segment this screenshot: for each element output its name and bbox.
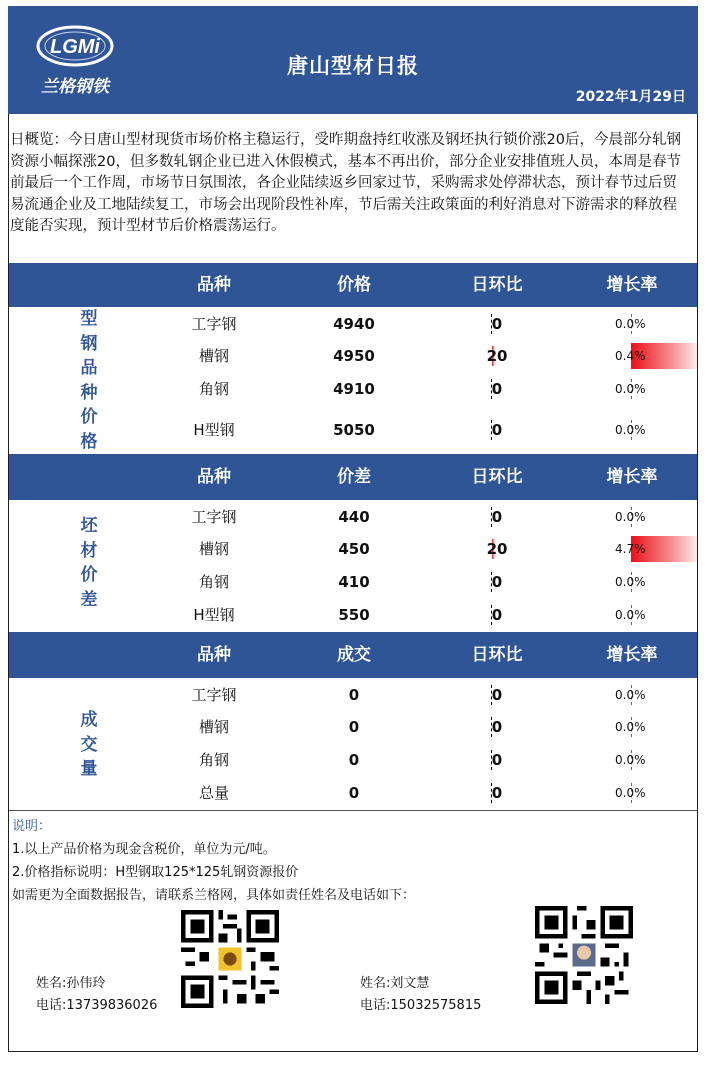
col-header-variety: 品种 xyxy=(197,275,231,295)
daily-change: 0 xyxy=(491,784,503,802)
daily-change: 20 xyxy=(486,347,508,365)
growth-rate: 0.0% xyxy=(615,423,646,437)
notes-divider xyxy=(9,810,697,811)
spread-value: 450 xyxy=(338,540,370,558)
variety-name: 槽钢 xyxy=(198,347,229,365)
daily-summary: 日概览：今日唐山型材现货市场价格主稳运行，受昨期盘持红收涨及钢坯执行锁价涨20后，今晨部分轧钢资源小幅探涨20，但多数轧钢企业已进入休假模式，基本不再出价，部分企业安排值班人员，本周是春节前最后一个工作周，市场节日氛围浓，各企业陆续返乡回家过节，采购需求处停滞状态，预计春节过后贸易流通企业及工地陆续复工，市场会出现阶段性补库，节后需关注政策面的利好消息对下游需求的释放程度能否实现，预计型材节后价格震荡运行。 xyxy=(10,132,681,234)
growth-rate: 4.7% xyxy=(615,542,646,556)
growth-rate: 0.0% xyxy=(615,753,646,767)
note-line-2: 2.价格指标说明：H型钢取125*125轧钢资源报价 xyxy=(12,865,299,880)
growth-rate: 0.4% xyxy=(615,349,646,363)
contact-phone: 电话:13739836026 xyxy=(36,998,158,1013)
daily-change: 0 xyxy=(491,508,503,526)
variety-name: H型钢 xyxy=(193,606,235,624)
daily-change: 0 xyxy=(491,573,503,591)
daily-change: 0 xyxy=(491,686,503,704)
qr-code-1 xyxy=(181,910,279,1008)
daily-change: 20 xyxy=(486,540,508,558)
qr-code-2 xyxy=(535,906,633,1004)
growth-rate: 0.0% xyxy=(615,786,646,800)
page-title: 唐山型材日报 xyxy=(287,54,419,78)
col-header-rate: 增长率 xyxy=(606,645,658,665)
daily-change: 0 xyxy=(491,380,503,398)
table-row xyxy=(9,373,697,405)
growth-rate: 0.0% xyxy=(615,720,646,734)
growth-rate: 0.0% xyxy=(615,317,646,331)
section-label-spread: 坯 材 价 差 xyxy=(80,516,98,610)
volume-value: 0 xyxy=(348,686,360,704)
spread-value: 410 xyxy=(338,573,370,591)
contact-phone: 电话:15032575815 xyxy=(360,998,482,1013)
variety-name: 工字钢 xyxy=(191,686,237,704)
table-row xyxy=(9,340,697,372)
price-value: 4940 xyxy=(333,315,375,333)
table-row xyxy=(9,599,697,631)
growth-rate: 0.0% xyxy=(615,608,646,622)
section-volume xyxy=(9,678,697,810)
growth-rate: 0.0% xyxy=(615,575,646,589)
table-row xyxy=(9,711,697,743)
table-row xyxy=(9,566,697,598)
section-header-prices xyxy=(9,263,697,307)
section-header-spread xyxy=(9,454,697,500)
table-row xyxy=(9,744,697,776)
volume-value: 0 xyxy=(348,784,360,802)
daily-change: 0 xyxy=(491,606,503,624)
contact-1 xyxy=(36,973,157,1017)
contact-2 xyxy=(360,973,481,1017)
price-value: 4910 xyxy=(333,380,375,398)
price-value: 5050 xyxy=(333,421,375,439)
col-header-change: 日环比 xyxy=(471,467,523,487)
variety-name: H型钢 xyxy=(193,421,235,439)
volume-value: 0 xyxy=(348,751,360,769)
notes-title: 说明： xyxy=(12,819,52,834)
variety-name: 槽钢 xyxy=(198,718,229,736)
variety-name: 角钢 xyxy=(198,380,229,398)
table-row xyxy=(9,679,697,711)
spread-value: 550 xyxy=(338,606,370,624)
growth-rate: 0.0% xyxy=(615,382,646,396)
section-label-prices: 型 钢 品 种 价 格 xyxy=(80,309,98,452)
col-header-price: 价格 xyxy=(337,275,371,295)
daily-change: 0 xyxy=(491,751,503,769)
variety-name: 工字钢 xyxy=(191,315,237,333)
logo-cn-text: 兰格钢铁 xyxy=(41,77,109,97)
volume-value: 0 xyxy=(348,718,360,736)
col-header-change: 日环比 xyxy=(471,275,523,295)
daily-change: 0 xyxy=(491,718,503,736)
variety-name: 角钢 xyxy=(198,573,229,591)
note-line-3: 如需更为全面数据报告，请联系兰格网，具体如责任姓名及电话如下： xyxy=(12,888,416,903)
contact-name: 姓名:刘文慧 xyxy=(360,976,430,991)
logo-text: LGMi xyxy=(50,36,100,58)
variety-name: 工字钢 xyxy=(191,508,237,526)
growth-rate: 0.0% xyxy=(615,510,646,524)
table-row xyxy=(9,533,697,565)
section-header-volume xyxy=(9,632,697,678)
section-label-volume: 成 交 量 xyxy=(80,710,98,779)
col-header-rate: 增长率 xyxy=(606,467,658,487)
col-header-rate: 增长率 xyxy=(606,275,658,295)
table-row xyxy=(9,414,697,446)
col-header-variety: 品种 xyxy=(197,645,231,665)
table-row xyxy=(9,501,697,533)
daily-change: 0 xyxy=(491,421,503,439)
contact-name: 姓名:孙伟玲 xyxy=(36,976,106,991)
report-header xyxy=(8,6,698,114)
spread-value: 440 xyxy=(338,508,370,526)
note-line-1: 1.以上产品价格为现金含税价，单位为元/吨。 xyxy=(12,842,276,857)
growth-rate: 0.0% xyxy=(615,688,646,702)
col-header-spread: 价差 xyxy=(337,467,371,487)
col-header-volume: 成交 xyxy=(337,645,371,665)
variety-name: 槽钢 xyxy=(198,540,229,558)
variety-name: 总量 xyxy=(198,784,229,802)
table-row xyxy=(9,308,697,340)
section-prices xyxy=(9,307,697,454)
report-date: 2022年1月29日 xyxy=(575,89,686,105)
variety-name: 角钢 xyxy=(198,751,229,769)
price-value: 4950 xyxy=(333,347,375,365)
table-row xyxy=(9,777,697,809)
col-header-variety: 品种 xyxy=(197,467,231,487)
section-spread xyxy=(9,500,697,632)
daily-change: 0 xyxy=(491,315,503,333)
notes-block xyxy=(12,815,415,907)
col-header-change: 日环比 xyxy=(471,645,523,665)
